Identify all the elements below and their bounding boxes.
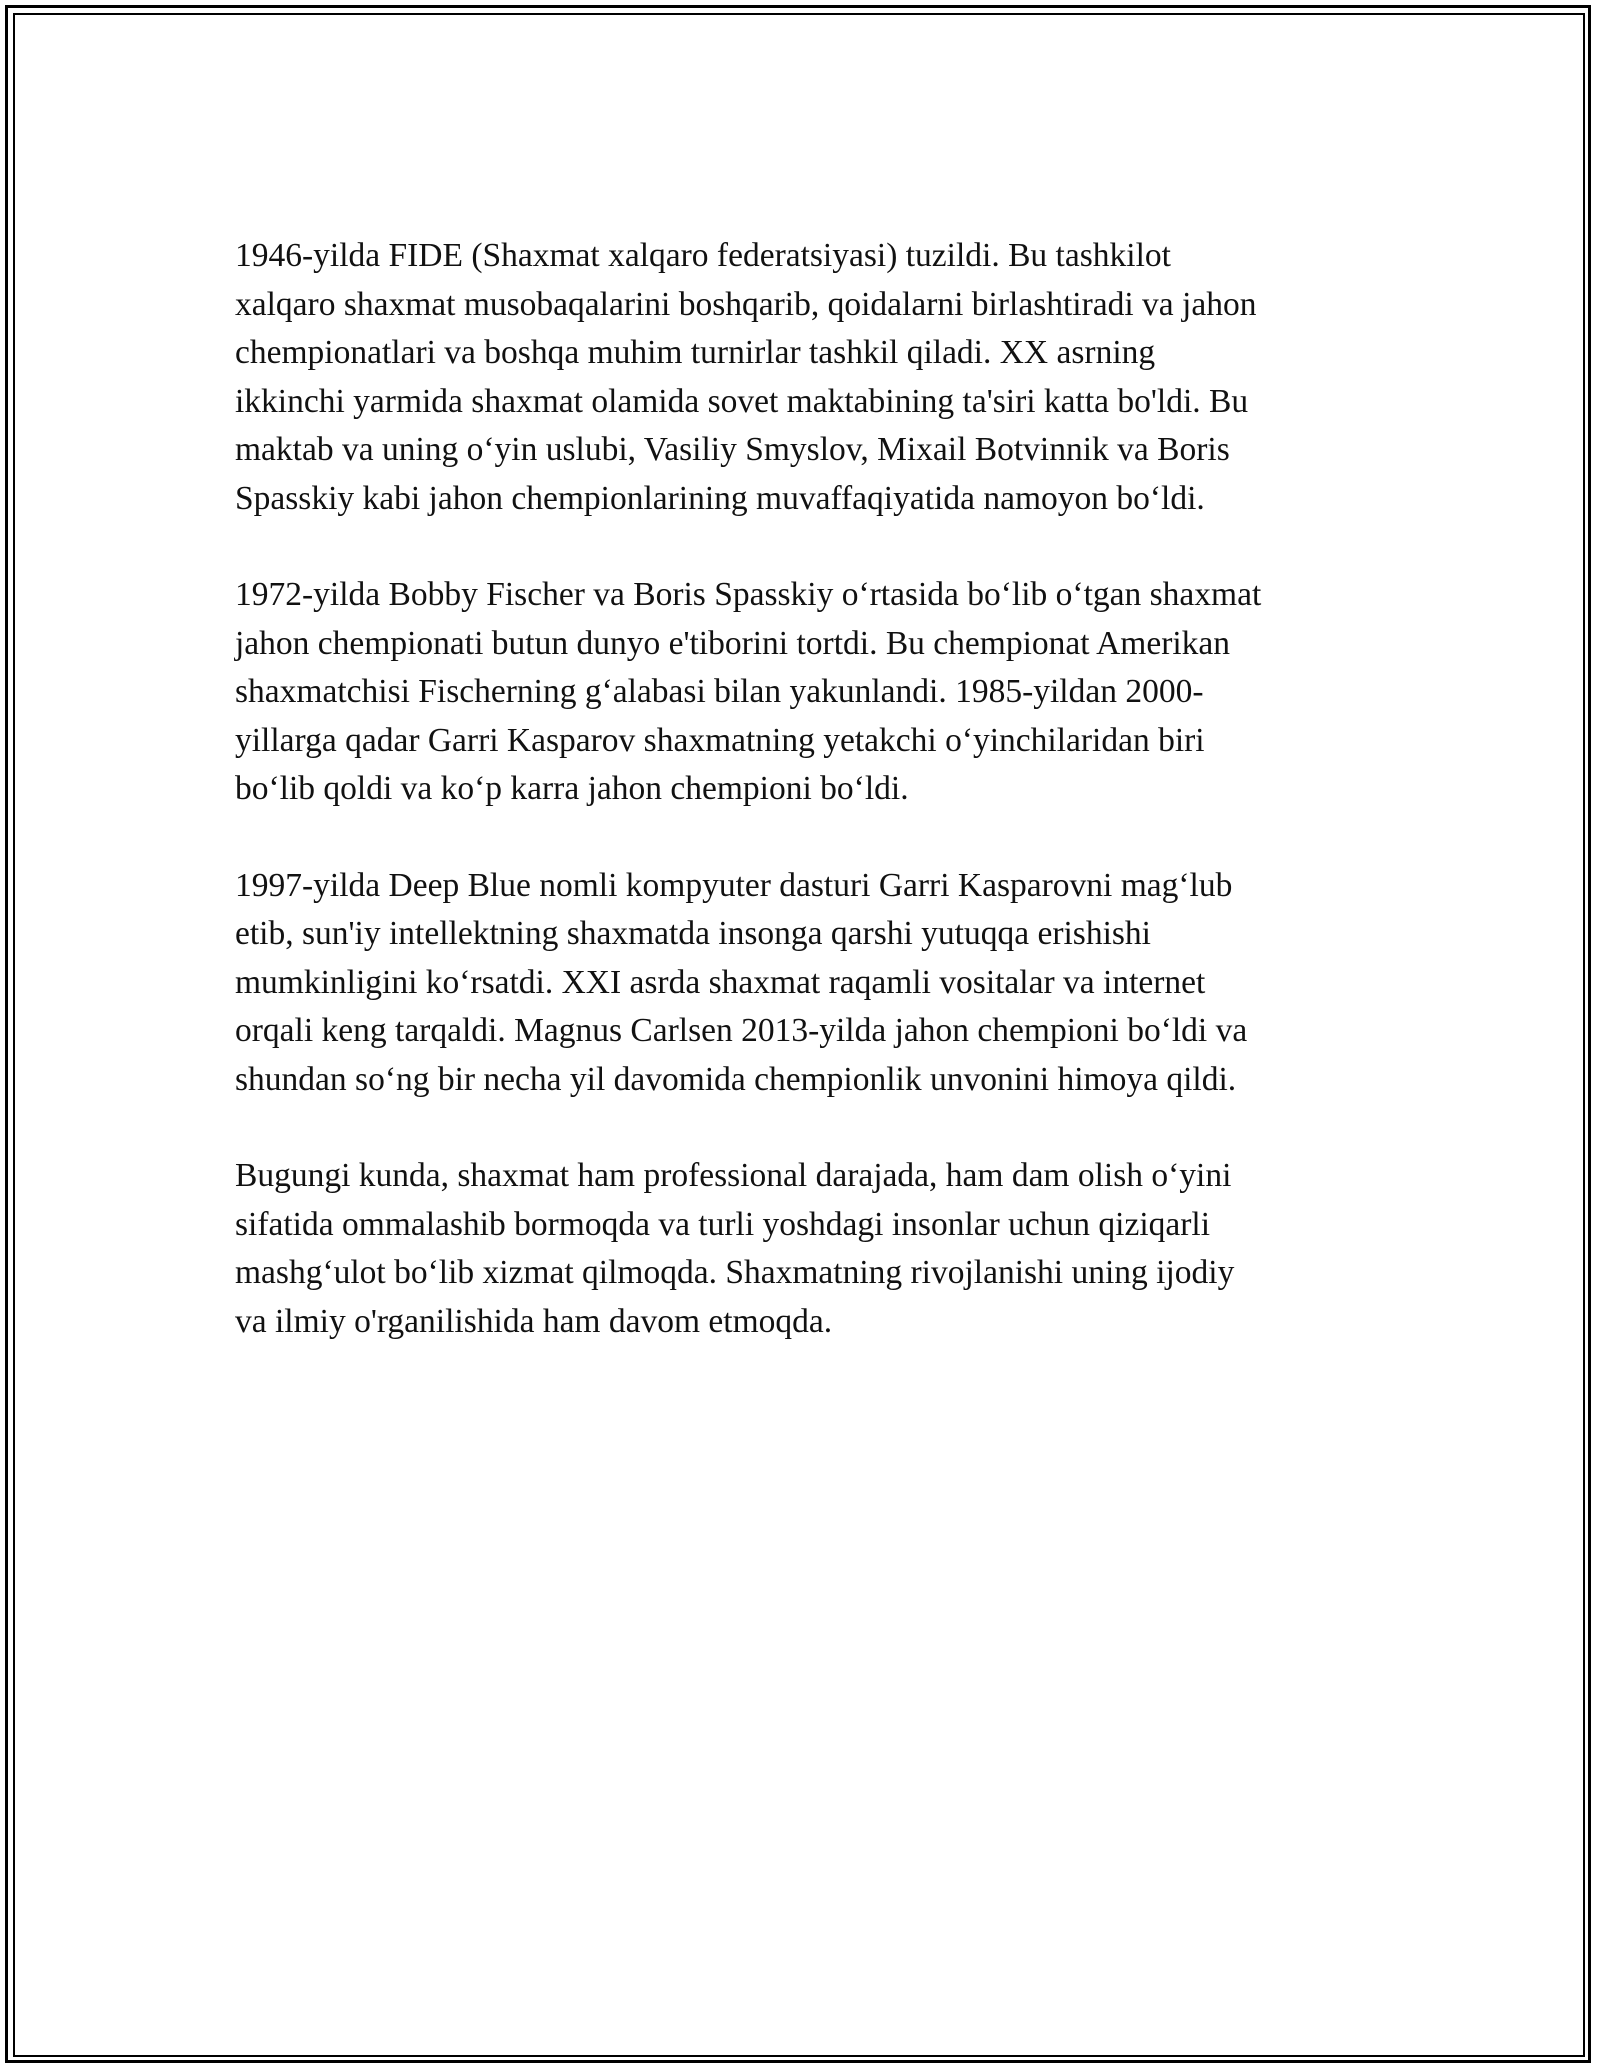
document-body (235, 232, 1375, 1394)
text-line: bo‘lib qoldi va ko‘p karra jahon chempioni bo‘ldi. (235, 770, 909, 807)
text-line: chempionatlari va boshqa muhim turnirlar tashkil qiladi. XX asrning (235, 334, 1156, 371)
text-line: sifatida ommalashib bormoqda va turli yoshdagi insonlar uchun qiziqarli (235, 1205, 1211, 1243)
paragraph-fischer-kasparov (235, 571, 1375, 814)
text-line: maktab va uning o‘yin uslubi, Vasiliy Smyslov, Mixail Botvinnik va Boris (235, 431, 1230, 468)
text-line: 1972-yilda Bobby Fischer va Boris Spasskiy o‘rtasida bo‘lib o‘tgan shaxmat (235, 576, 1262, 613)
paragraph-fide (235, 232, 1375, 523)
text-line: mumkinligini ko‘rsatdi. XXI asrda shaxmat raqamli vositalar va internet (235, 963, 1206, 1001)
text-line: Bugungi kunda, shaxmat ham professional darajada, ham dam olish o‘yini (235, 1157, 1232, 1194)
text-line: shundan so‘ng bir necha yil davomida chempionlik unvonini himoya qildi. (235, 1060, 1237, 1098)
text-line: 1997-yilda Deep Blue nomli kompyuter dasturi Garri Kasparovni mag‘lub (235, 866, 1233, 904)
paragraph-today (235, 1152, 1375, 1346)
paragraph-deep-blue (235, 862, 1375, 1105)
text-line: ikkinchi yarmida shaxmat olamida sovet maktabining ta'siri katta bo'ldi. Bu (235, 382, 1249, 420)
text-line: etib, sun'iy intellektning shaxmatda insonga qarshi yutuqqa erishishi (235, 915, 1151, 952)
text-line: shaxmatchisi Fischerning g‘alabasi bilan yakunlandi. 1985-yildan 2000- (235, 673, 1204, 710)
text-line: va ilmiy o'rganilishida ham davom etmoqda. (235, 1302, 833, 1340)
text-line: Spasskiy kabi jahon chempionlarining muvaffaqiyatida namoyon bo‘ldi. (235, 479, 1205, 517)
text-line: mashg‘ulot bo‘lib xizmat qilmoqda. Shaxmatning rivojlanishi uning ijodiy (235, 1254, 1235, 1291)
text-line: xalqaro shaxmat musobaqalarini boshqarib, qoidalarni birlashtiradi va jahon (235, 285, 1257, 323)
text-line: orqali keng tarqaldi. Magnus Carlsen 2013-yilda jahon chempioni bo‘ldi va (235, 1012, 1248, 1049)
text-line: yillarga qadar Garri Kasparov shaxmatning yetakchi o‘yinchilaridan biri (235, 721, 1205, 759)
text-line: 1946-yilda FIDE (Shaxmat xalqaro federatsiyasi) tuzildi. Bu tashkilot (235, 237, 1171, 274)
text-line: jahon chempionati butun dunyo e'tiborini tortdi. Bu chempionat Amerikan (235, 624, 1231, 662)
